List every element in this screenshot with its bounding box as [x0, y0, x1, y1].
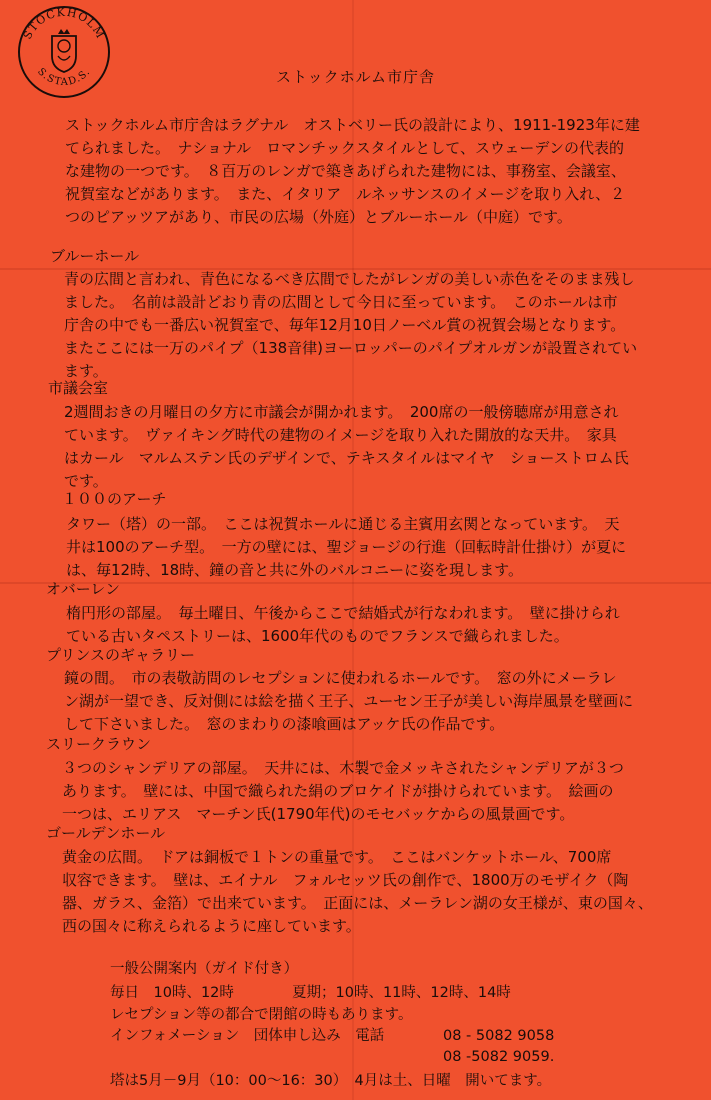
text-line: タワー（塔）の一部。 ここは祝賀ホールに通じる主賓用玄関となっています。 天: [66, 515, 620, 533]
section-heading-hundred-arches: １００のアーチ: [62, 490, 167, 508]
text-line: 井は100のアーチ型。 一方の壁には、聖ジョージの行進（回転時計仕掛け）が夏に: [66, 538, 627, 556]
svg-text:STOCKHOLM: STOCKHOLM: [20, 5, 108, 42]
text-line: 庁舎の中でも一番広い祝賀室で、毎年12月10日ノーベル賞の祝賀会場となります。: [64, 316, 626, 334]
text-line: ました。 名前は設計どおり青の広間として今日に至っています。 このホールは市: [64, 293, 618, 311]
text-line: つのピアッツアがあり、市民の広場（外庭）とブルーホール（中庭）です。: [65, 208, 572, 226]
text-line: ３つのシャンデリアの部屋。 天井には、木製で金メッキされたシャンデリアが３つ: [62, 759, 624, 777]
text-line: ています。 ヴァイキング時代の建物のイメージを取り入れた開放的な天井。 家具: [64, 426, 617, 444]
section-heading-ovalen: オバーレン: [46, 580, 121, 598]
info-hours-summer: 夏期；10時、11時、12時、14時: [292, 985, 511, 1001]
text-line: 黄金の広間。 ドアは銅板で１トンの重量です。 ここはバンケットホール、700席: [62, 848, 612, 866]
section-heading-three-crowns: スリークラウン: [46, 735, 152, 753]
text-line: 青の広間と言われ、青色になるべき広間でしたがレンガの美しい赤色をそのまま残し: [64, 270, 635, 288]
text-line: 一つは、エリアス マーチン氏(1790年代)のモセバッケからの風景画です。: [62, 805, 575, 823]
text-line: またここには一万のパイプ（138音律)ヨーロッパーのパイプオルガンが設置されてい: [64, 339, 638, 357]
section-heading-blue-hall: ブルーホール: [50, 247, 140, 265]
text-line: して下さいました。 窓のまわりの漆喰画はアッケ氏の作品です。: [64, 715, 505, 733]
info-tower-note: 塔は5月－9月（10：00～16：30） 4月は土、日曜 開いてます。: [110, 1073, 552, 1089]
text-line: 西の国々に称えられるように座しています。: [62, 917, 361, 935]
text-line: は、毎12時、18時、鐘の音と共に外のバルコニーに姿を現します。: [66, 561, 523, 579]
section-body-princes-gallery: [64, 667, 633, 736]
text-line: 2週間おきの月曜日の夕方に市議会が開かれます。 200席の一般傍聴席が用意され: [64, 403, 619, 421]
text-line: です。: [64, 472, 108, 490]
info-hours-daily: 毎日 10時、12時: [110, 985, 234, 1001]
text-line: ストックホルム市庁舎はラグナル オストベリー氏の設計により、1911-1923年に建: [65, 116, 640, 134]
info-phone-2: 08 -5082 9059.: [443, 1049, 555, 1065]
info-phone-1: 08 - 5082 9058: [443, 1028, 555, 1044]
text-line: 器、ガラス、金箔）で出来ています。 正面には、メーラレン湖の女王様が、東の国々、: [62, 894, 653, 912]
text-line: ます。: [64, 362, 108, 380]
text-line: ている古いタペストリーは、1600年代のものでフランスで織られました。: [66, 627, 569, 645]
section-heading-council-chamber: 市議会室: [48, 379, 109, 397]
section-heading-golden-hall: ゴールデンホール: [46, 824, 166, 842]
section-body-hundred-arches: [66, 513, 626, 582]
section-body-ovalen: [66, 602, 620, 648]
page-title: ストックホルム市庁舎: [276, 68, 435, 86]
intro-paragraph: [65, 114, 640, 229]
text-line: てられました。 ナショナル ロマンチックスタイルとして、スウェーデンの代表的: [65, 139, 625, 157]
section-heading-princes-gallery: プリンスのギャラリー: [46, 646, 195, 664]
info-heading: 一般公開案内（ガイド付き）: [110, 961, 299, 977]
text-line: ン湖が一望でき、反対側には絵を描く王子、ユーセン王子が美しい海岸風景を壁画に: [64, 692, 634, 710]
section-body-golden-hall: [62, 846, 653, 938]
text-line: 楕円形の部屋。 毎土曜日、午後からここで結婚式が行なわれます。 壁に掛けられ: [66, 604, 620, 622]
text-line: 収容できます。 壁は、エイナル フォルセッツ氏の創作で、1800万のモザイク（陶: [62, 871, 629, 889]
text-line: 鏡の間。 市の表敬訪問のレセプションに使われるホールです。 窓の外にメーラレ: [64, 669, 617, 687]
text-line: あります。 壁には、中国で織られた絹のブロケイドが掛けられています。 絵画の: [62, 782, 614, 800]
text-line: はカール マルムステン氏のデザインで、テキスタイルはマイヤ ショーストロム氏: [64, 449, 629, 467]
text-line: な建物の一つです。 ８百万のレンガで築きあげられた建物には、事務室、会議室、: [65, 162, 626, 180]
section-body-blue-hall: [64, 268, 637, 383]
text-line: 祝賀室などがあります。 また、イタリア ルネッサンスのイメージを取り入れ、２: [65, 185, 626, 203]
section-body-council-chamber: [64, 401, 629, 493]
svg-text:S.STAD.S.: S.STAD.S.: [35, 66, 93, 89]
info-contact-label: インフォメーション 団体申し込み 電話: [110, 1028, 385, 1044]
info-closure-note: レセプション等の都合で閉館の時もあります。: [110, 1007, 413, 1023]
section-body-three-crowns: [62, 757, 624, 826]
